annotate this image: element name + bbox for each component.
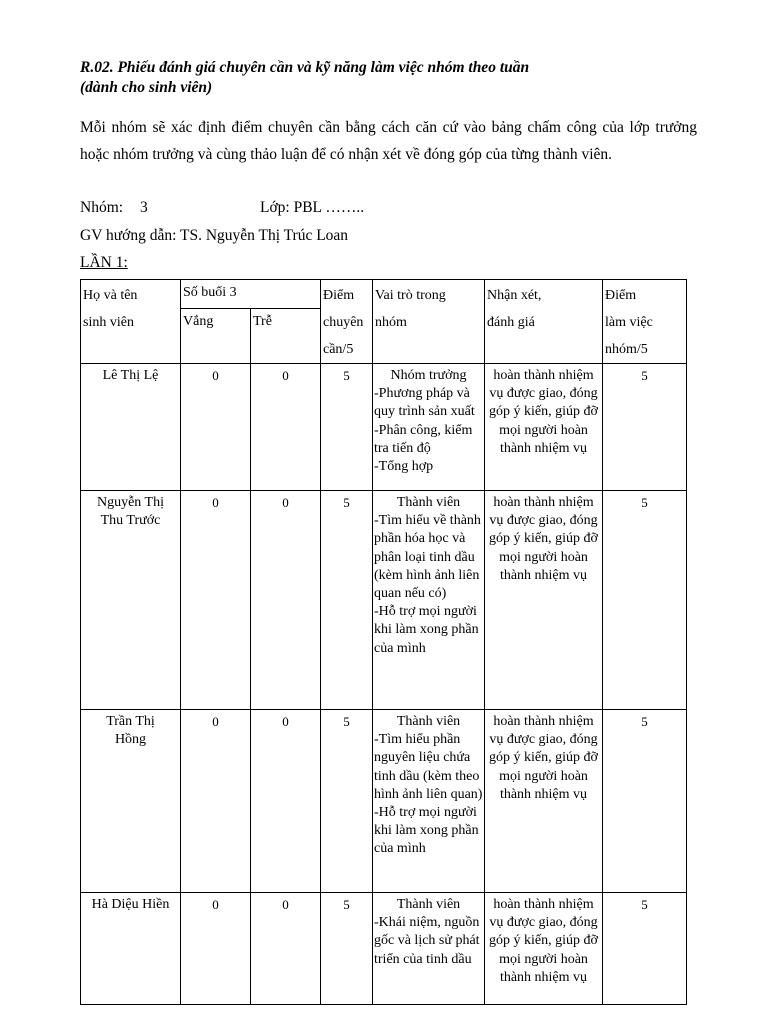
- table-row: [81, 710, 687, 893]
- role-title: Thành viên: [396, 495, 461, 510]
- late-count: 0: [251, 364, 321, 491]
- role-task: -Hỗ trợ mọi người khi làm xong phần của mình: [374, 805, 479, 857]
- table-row: [81, 893, 687, 1005]
- student-name: [81, 893, 181, 1005]
- member-comment: hoàn thành nhiệm vụ được giao, đóng góp ý kiến, giúp đỡ mọi người hoàn thành nhiệm vụ: [485, 710, 603, 893]
- role-task: -Tìm hiểu phần nguyên liệu chứa tinh dầu (kèm theo hình ảnh liên quan): [374, 732, 483, 802]
- member-comment: hoàn thành nhiệm vụ được giao, đóng góp ý kiến, giúp đỡ mọi người hoàn thành nhiệm vụ: [485, 893, 603, 1005]
- attendance-score: 5: [321, 710, 373, 893]
- work-score: 5: [603, 893, 687, 1005]
- header-name-line-1: Họ và tên: [83, 288, 138, 303]
- header-student-name: [81, 280, 181, 364]
- member-role: [373, 364, 485, 491]
- late-count: 0: [251, 710, 321, 893]
- student-name-line: Nguyễn Thị: [96, 495, 164, 510]
- header-work-line-1: Điểm: [605, 288, 637, 303]
- member-comment: hoàn thành nhiệm vụ được giao, đóng góp ý kiến, giúp đỡ mọi người hoàn thành nhiệm vụ: [485, 491, 603, 710]
- attendance-score: 5: [321, 491, 373, 710]
- header-work-score: [603, 280, 687, 364]
- student-name: [81, 364, 181, 491]
- header-comment-line-1: Nhận xét,: [487, 288, 542, 303]
- evaluation-table: [80, 279, 687, 1005]
- member-role: [373, 710, 485, 893]
- role-task: -Phương pháp và quy trình sản xuất: [374, 386, 475, 420]
- header-comment-line-2: đánh giá: [487, 315, 535, 330]
- attendance-score: 5: [321, 893, 373, 1005]
- header-work-line-3: nhóm/5: [605, 342, 648, 357]
- role-title: Thành viên: [396, 714, 461, 729]
- role-title: Nhóm trưởng: [390, 368, 467, 383]
- header-role: [373, 280, 485, 364]
- header-work-line-2: làm việc: [605, 315, 653, 330]
- late-count: 0: [251, 893, 321, 1005]
- absent-count: 0: [181, 364, 251, 491]
- header-late: Trễ: [251, 309, 321, 364]
- work-score: 5: [603, 364, 687, 491]
- title-line-2: (dành cho sinh viên): [80, 79, 213, 96]
- group-info: [80, 198, 364, 218]
- header-attendance-line-1: Điểm: [323, 288, 355, 303]
- header-attendance-line-3: cần/5: [323, 342, 354, 357]
- class-label: Lớp: PBL ……..: [260, 199, 365, 216]
- header-row-1: [81, 280, 687, 309]
- member-role: [373, 491, 485, 710]
- absent-count: 0: [181, 893, 251, 1005]
- role-task: -Phân công, kiểm tra tiến độ: [374, 422, 473, 456]
- header-comment: [485, 280, 603, 364]
- work-score: 5: [603, 710, 687, 893]
- intro-paragraph: Mỗi nhóm sẽ xác định điểm chuyên cần bằng cách căn cứ vào bảng chấm công của lớp trưởng hoặc nhóm trưởng và cùng thảo luận để có nhận xét về đóng góp của từng thành viên.: [80, 119, 697, 163]
- member-role: [373, 893, 485, 1005]
- group-value: 3: [140, 199, 148, 216]
- student-name-line: Thu Trước: [100, 513, 161, 529]
- header-name-line-2: sinh viên: [83, 315, 134, 330]
- role-task: -Tổng hợp: [374, 459, 434, 475]
- student-name-line: Trần Thị: [106, 714, 155, 729]
- header-role-line-2: nhóm: [375, 315, 407, 330]
- student-name-line: Lê Thị Lệ: [102, 368, 159, 383]
- round-heading: LẦN 1:: [80, 254, 128, 271]
- student-name-line: Hà Diệu Hiền: [91, 897, 170, 912]
- header-attendance-score: [321, 280, 373, 364]
- student-name: [81, 710, 181, 893]
- title-line-1: R.02. Phiếu đánh giá chuyên cần và kỹ năng làm việc nhóm theo tuần: [80, 59, 530, 76]
- role-title: Thành viên: [396, 897, 461, 912]
- header-attendance-line-2: chuyên: [323, 315, 364, 330]
- role-task: -Khái niệm, nguồn gốc và lịch sử phát triển của tinh dầu: [374, 915, 480, 967]
- role-task: -Tìm hiểu về thành phần hóa học và phân loại tinh dầu (kèm hình ảnh liên quan nếu có): [374, 513, 481, 602]
- group-label: Nhóm:: [80, 199, 124, 216]
- header-absent: Vắng: [181, 309, 251, 364]
- header-role-line-1: Vai trò trong: [375, 288, 446, 303]
- table-row: [81, 491, 687, 710]
- absent-count: 0: [181, 491, 251, 710]
- student-name-line: Hồng: [114, 732, 147, 748]
- late-count: 0: [251, 491, 321, 710]
- student-name: [81, 491, 181, 710]
- member-comment: hoàn thành nhiệm vụ được giao, đóng góp ý kiến, giúp đỡ mọi người hoàn thành nhiệm vụ: [485, 364, 603, 491]
- role-task: -Hỗ trợ mọi người khi làm xong phần của mình: [374, 604, 479, 656]
- attendance-score: 5: [321, 364, 373, 491]
- document-title: [80, 58, 529, 98]
- header-sessions: Số buổi 3: [181, 280, 321, 309]
- table-row: [81, 364, 687, 491]
- work-score: 5: [603, 491, 687, 710]
- advisor-line: GV hướng dẫn: TS. Nguyễn Thị Trúc Loan: [80, 227, 349, 244]
- absent-count: 0: [181, 710, 251, 893]
